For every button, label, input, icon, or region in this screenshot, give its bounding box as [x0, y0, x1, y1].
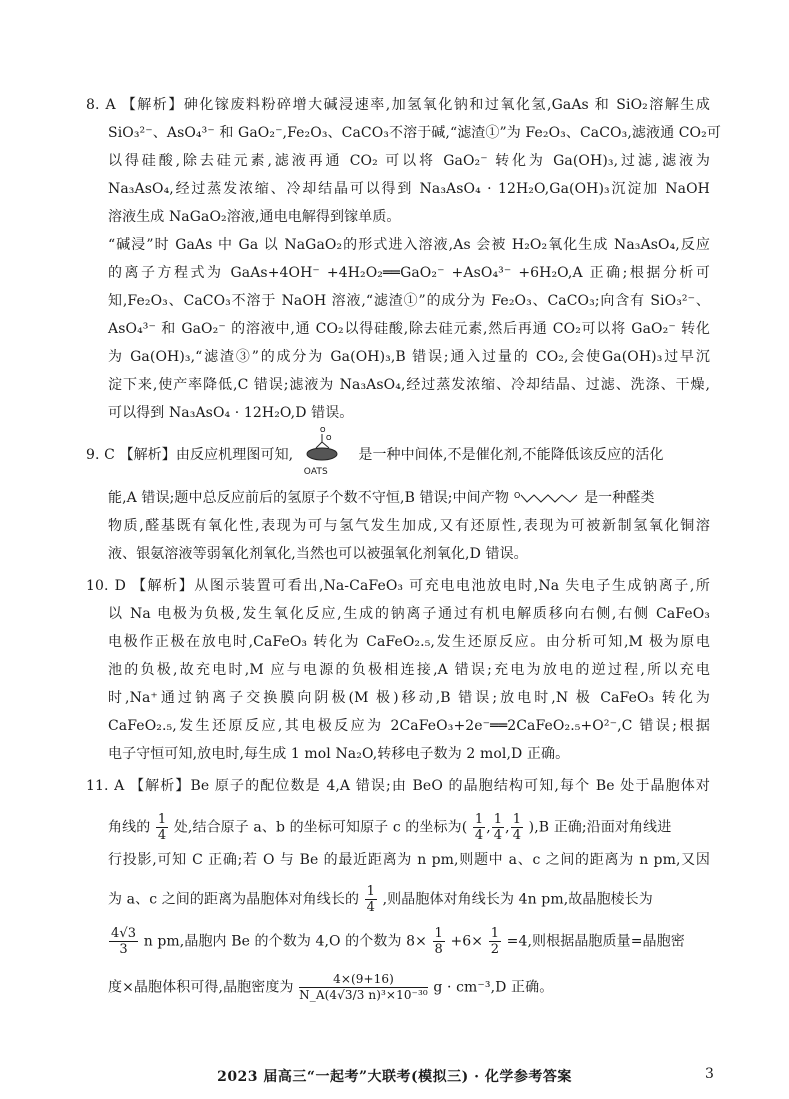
fraction-one-quarter: $\frac{1}{4}$: [157, 812, 167, 843]
q8-line: 以得硅酸,除去硅元素,滤液再通 CO₂ 可以将 GaO₂⁻ 转化为 Ga(OH)₃,过滤,滤液为: [108, 153, 710, 169]
q11-text: ),B 正确;沿面对角线进: [528, 819, 672, 836]
q9-text: 是一种醛类: [584, 490, 655, 506]
q9-text: 能,A 错误;题中总反应前后的氢原子个数不守恒,B 错误;中间产物: [108, 490, 509, 506]
q9-line: 物质,醛基既有氧化性,表现为可与氢气发生加成,又有还原性,表现为可被新制氢氧化铜溶: [108, 518, 710, 534]
q10-line: 电极作正极在放电时,CaFeO₃ 转化为 CaFeO₂.₅,发生还原反应。由分析可知,M 极为原电: [108, 634, 710, 650]
q9-line-1: [86, 426, 710, 477]
fraction-one-quarter: $\frac{1}{4}$: [493, 812, 503, 843]
q11-text: 角线的: [108, 819, 151, 836]
page-footer-title: 2023 届高三“一起考”大联考(模拟三) · 化学参考答案: [217, 1069, 572, 1085]
q10-line: CaFeO₂.₅,发生还原反应,其电极反应为 2CaFeO₃+2e⁻══2CaFeO₂.₅+O²⁻,C 错误;根据: [108, 718, 710, 734]
q11-text: n pm,晶胞内 Be 的个数为 4,O 的个数为 8×: [143, 933, 427, 950]
q10-line: 10. D 【解析】从图示装置可看出,Na-CaFeO₃ 可充电电池放电时,Na 失电子生成钠离子,所: [86, 578, 710, 594]
fraction-one-quarter: $\frac{1}{4}$: [366, 884, 376, 915]
q8-line: “碱浸”时 GaAs 中 Ga 以 NaGaO₂的形式进入溶液,As 会被 H₂O₂氧化生成 Na₃AsO₄,反应: [108, 237, 710, 253]
q9-line: 液、银氨溶液等弱氧化剂氧化,当然也可以被强氧化剂氧化,D 错误。: [108, 546, 528, 562]
q11-line-4: [108, 884, 710, 915]
q8-line: 为 Ga(OH)₃,“滤渣③”的成分为 Ga(OH)₃,B 错误;通入过量的 CO₂,会使Ga(OH)₃过早沉: [108, 349, 710, 365]
svg-text:O: O: [513, 491, 520, 500]
q11-text: =4,则根据晶胞质量=晶胞密: [506, 933, 685, 950]
q8-line: 可以得到 Na₃AsO₄ · 12H₂O,D 错误。: [108, 405, 354, 421]
q10-line: 以 Na 电极为负极,发生氧化反应,生成的钠离子通过有机电解质移向右侧,右侧 CaFeO₃: [108, 606, 710, 622]
q8-line: 知,Fe₂O₃、CaCO₃不溶于 NaOH 溶液,“滤渣①”的成分为 Fe₂O₃、CaCO₃;向含有 SiO₃²⁻、: [108, 293, 710, 309]
mol-label: OATS: [303, 467, 328, 477]
q8-line: SiO₃²⁻、AsO₄³⁻ 和 GaO₂⁻,Fe₂O₃、CaCO₃不溶于碱,“滤渣①”为 Fe₂O₃、CaCO₃,滤液通 CO₂可: [108, 125, 721, 141]
q10-line: 电子守恒可知,放电时,每生成 1 mol Na₂O,转移电子数为 2 mol,D 正确。: [108, 746, 570, 762]
q11-line-3: 行投影,可知 C 正确;若 O 与 Be 的最近距离为 n pm,则题中 a、c 之间的距离为 n pm,又因: [108, 852, 710, 868]
q11-text: 度×晶胞体积可得,晶胞密度为: [108, 979, 294, 996]
q8-line: Na₃AsO₄,经过蒸发浓缩、冷却结晶可以得到 Na₃AsO₄ · 12H₂O,Ga(OH)₃沉淀加 NaOH: [108, 181, 710, 197]
q8-line: AsO₄³⁻ 和 GaO₂⁻ 的溶液中,通 CO₂以得硅酸,除去硅元素,然后再通 CO₂可以将 GaO₂⁻ 转化: [108, 321, 710, 337]
svg-text:O: O: [319, 426, 326, 434]
page-number: 3: [705, 1066, 714, 1082]
q8-line: 淀下来,使产率降低,C 错误;滤液为 Na₃AsO₄,经过蒸发浓缩、冷却结晶、过滤、洗涤、干燥,: [108, 377, 710, 393]
q10-line: 池的负极,故充电时,M 应与电源的负极相连接,A 错误;充电为放电的逆过程,所以充电: [108, 662, 710, 678]
q9-text: 9. C 【解析】由反应机理图可知,: [86, 447, 294, 463]
q11-line-1: 11. A 【解析】Be 原子的配位数是 4,A 错误;由 BeO 的晶胞结构可知,每个 Be 处于晶胞体对: [86, 778, 710, 794]
q9-text: 是一种中间体,不是催化剂,不能降低该反应的活化: [358, 447, 664, 463]
density-fraction: $\frac{4\times(9+16)}{\text{N\_A(4√3/3 n)³×10⁻³⁰}}$: [299, 972, 428, 1002]
fraction-4sqrt3-over-3: $\frac{4√3}{3}$: [111, 926, 137, 957]
q8-line: 8. A 【解析】砷化镓废料粉碎增大碱浸速率,加氢氧化钠和过氧化氢,GaAs 和 SiO₂溶解生成: [86, 97, 710, 113]
fraction-one-eighth: $\frac{1}{8}$: [434, 926, 443, 957]
q11-text: g · cm⁻³,D 正确。: [433, 979, 554, 996]
q10-line: 时,Na⁺通过钠离子交换膜向阴极(M 极)移动,B 错误;放电时,N 极 CaFeO₃ 转化为: [108, 690, 710, 706]
q9-line-2: [108, 488, 710, 508]
q11-line-6: [108, 972, 710, 1003]
q11-text: 处,结合原子 a、b 的坐标可知原子 c 的坐标为(: [173, 819, 468, 836]
intermediate-structure: [298, 426, 354, 477]
q8-line: 的离子方程式为 GaAs+4OH⁻ +4H₂O₂══GaO₂⁻ +AsO₄³⁻ +6H₂O,A 正确;根据分析可: [108, 265, 710, 281]
q11-line-2: 角线的 $\frac{1}{4}$ 处,结合原子 a、b 的坐标可知原子 c 的坐标为( $\frac{1}{4}$ , $\frac{1}{4}$ , $\frac{1}{4}$ ),B 正确;沿面对角线进: [108, 812, 672, 843]
q11-line-5: [108, 926, 710, 957]
fraction-one-quarter: $\frac{1}{4}$: [512, 812, 522, 843]
q11-text: 为 a、c 之间的距离为晶胞体对角线长的: [108, 891, 360, 908]
svg-text:O: O: [325, 434, 332, 442]
q11-text: ,则晶胞体对角线长为 4n pm,故晶胞棱长为: [382, 891, 653, 908]
q8-line: 溶液生成 NaGaO₂溶液,通电电解得到镓单质。: [108, 209, 401, 225]
fraction-one-half: $\frac{1}{2}$: [490, 926, 500, 957]
aldehyde-structure: [514, 488, 580, 508]
q11-text: +6×: [450, 933, 484, 950]
fraction-one-quarter: $\frac{1}{4}$: [474, 812, 484, 843]
